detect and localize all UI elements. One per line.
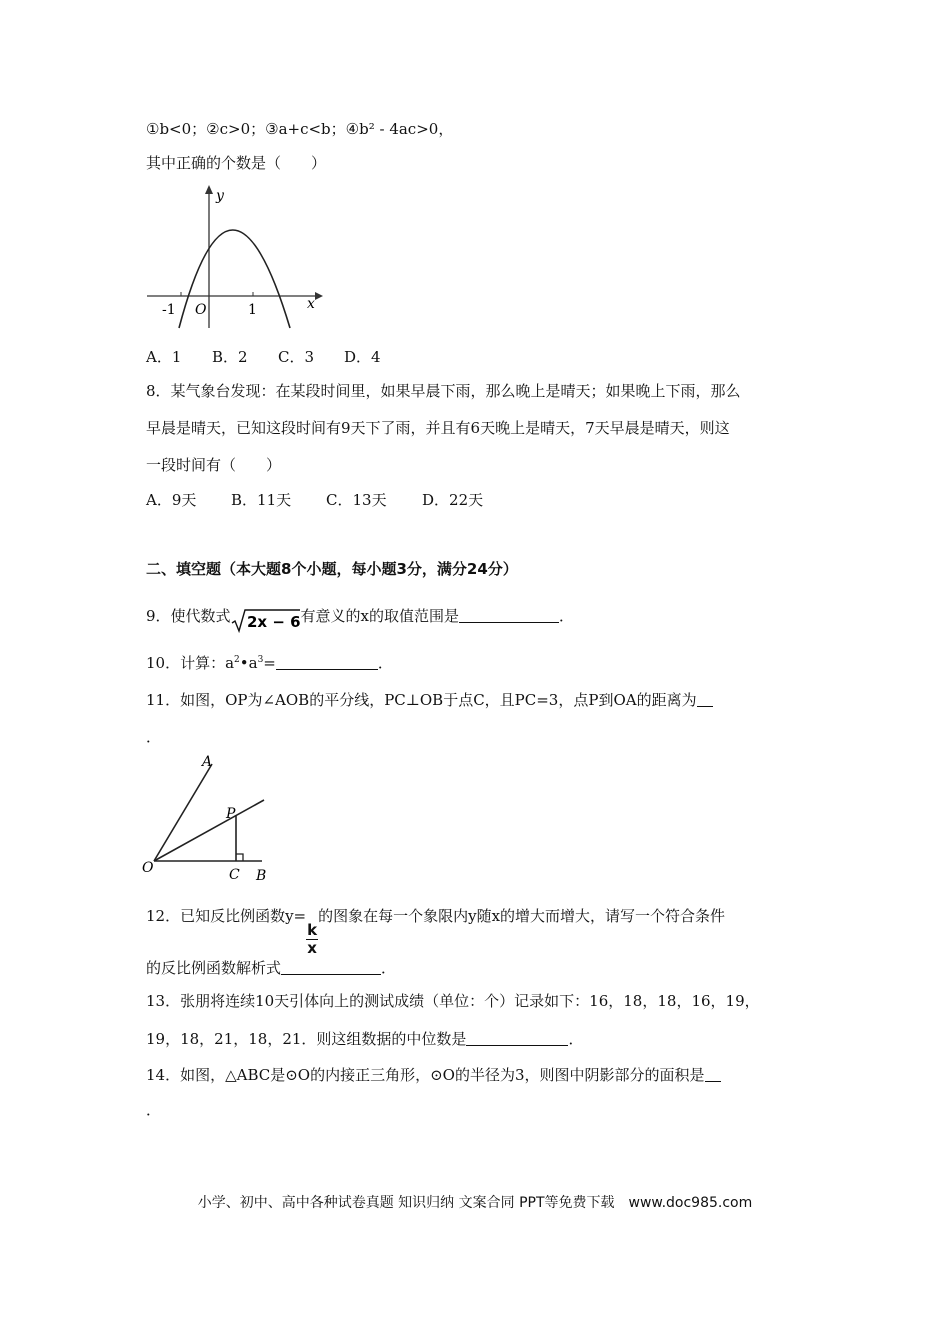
q12-text-line2: 的反比例函数解析式 <box>146 959 282 977</box>
q12-line2 <box>146 958 396 978</box>
q14-line <box>146 1065 721 1085</box>
q8-options <box>146 490 483 510</box>
q8-line1: 8．某气象台发现：在某段时间里，如果早晨下雨，那么晚上是晴天；如果晚上下雨，那么 <box>146 382 741 400</box>
q9-end: ． <box>559 607 575 625</box>
square-root <box>231 609 301 633</box>
q12-text-before: 12．已知反比例函数y= <box>146 907 307 925</box>
fraction-denominator: x <box>307 939 317 957</box>
q8-option-a: A．9天 <box>146 491 197 509</box>
origin-label: O <box>195 302 207 318</box>
label-A: A <box>202 754 213 770</box>
q11-text: 11．如图，OP为∠AOB的平分线，PC⊥OB于点C，且PC=3，点P到OA的距离为 <box>146 691 697 709</box>
q7-option-d: D．4 <box>344 348 381 366</box>
q11-end: ． <box>146 728 162 746</box>
section-heading: 二、填空题（本大题8个小题，每小题3分，满分24分） <box>146 560 518 578</box>
tick-label-neg1: -1 <box>162 302 176 318</box>
q13-line1: 13．张朋将连续10天引体向上的测试成绩（单位：个）记录如下：16，18，18，16，19， <box>146 992 760 1010</box>
q10-dot: •a <box>239 654 258 672</box>
q12-line1 <box>146 906 725 957</box>
q10-exp1: 2 <box>234 655 240 665</box>
q9-text-before: 9．使代数式 <box>146 607 231 625</box>
q11-answer-blank[interactable] <box>697 690 713 707</box>
q7-option-a: A．1 <box>146 348 182 366</box>
axis-y-label: y <box>216 188 224 204</box>
q9-text-after: 有意义的x的取值范围是 <box>300 607 460 625</box>
q8-option-d: D．22天 <box>422 491 484 509</box>
label-C: C <box>229 867 240 883</box>
fraction-k-over-x <box>306 922 318 957</box>
q9-line <box>146 606 574 633</box>
q12-answer-blank[interactable] <box>281 958 381 975</box>
q13-text-line2: 19，18，21，18，21．则这组数据的中位数是 <box>146 1030 467 1048</box>
q7-prompt: 其中正确的个数是（ ） <box>146 154 327 172</box>
q8-line3: 一段时间有（ ） <box>146 456 282 474</box>
axis-x-label: x <box>307 296 315 312</box>
q8-option-b: B．11天 <box>231 491 292 509</box>
q14-answer-blank[interactable] <box>705 1065 721 1082</box>
q7-option-c: C．3 <box>278 348 315 366</box>
q10-line <box>146 653 393 673</box>
angle-bisector-figure <box>140 754 280 884</box>
q7-options <box>146 347 381 367</box>
q11-line <box>146 690 713 710</box>
q8-option-c: C．13天 <box>326 491 387 509</box>
fraction-numerator: k <box>307 921 318 939</box>
parabola-figure <box>143 182 328 332</box>
q10-text-before: 10．计算：a <box>146 654 235 672</box>
q9-radicand: 2x − 6 <box>246 613 301 631</box>
label-P: P <box>226 806 236 822</box>
label-B: B <box>256 868 267 884</box>
q10-answer-blank[interactable] <box>276 653 378 670</box>
q8-line2: 早晨是晴天，已知这段时间有9天下了雨，并且有6天晚上是晴天，7天早晨是晴天，则这 <box>146 419 730 437</box>
q14-end: ． <box>146 1101 162 1119</box>
q12-text-after: 的图象在每一个象限内y随x的增大而增大，请写一个符合条件 <box>318 907 726 925</box>
q10-exp2: 3 <box>257 655 264 665</box>
page-footer: 小学、初中、高中各种试卷真题 知识归纳 文案合同 PPT等免费下载 www.doc985.com <box>197 1195 753 1211</box>
q10-eq: = <box>263 654 276 672</box>
q13-answer-blank[interactable] <box>466 1029 568 1046</box>
q9-answer-blank[interactable] <box>459 606 559 623</box>
q10-end: ． <box>377 654 393 672</box>
q13-line2 <box>146 1029 583 1049</box>
tick-label-1: 1 <box>248 302 257 318</box>
label-O: O <box>142 860 154 876</box>
q7-conditions: ①b<0；②c>0；③a+c<b；④b² - 4ac>0， <box>146 120 454 138</box>
q13-end: ． <box>568 1030 584 1048</box>
q7-option-b: B．2 <box>212 348 248 366</box>
q14-text: 14．如图，△ABC是⊙O的内接正三角形，⊙O的半径为3，则图中阴影部分的面积是 <box>146 1066 705 1084</box>
q12-end: ． <box>381 959 397 977</box>
